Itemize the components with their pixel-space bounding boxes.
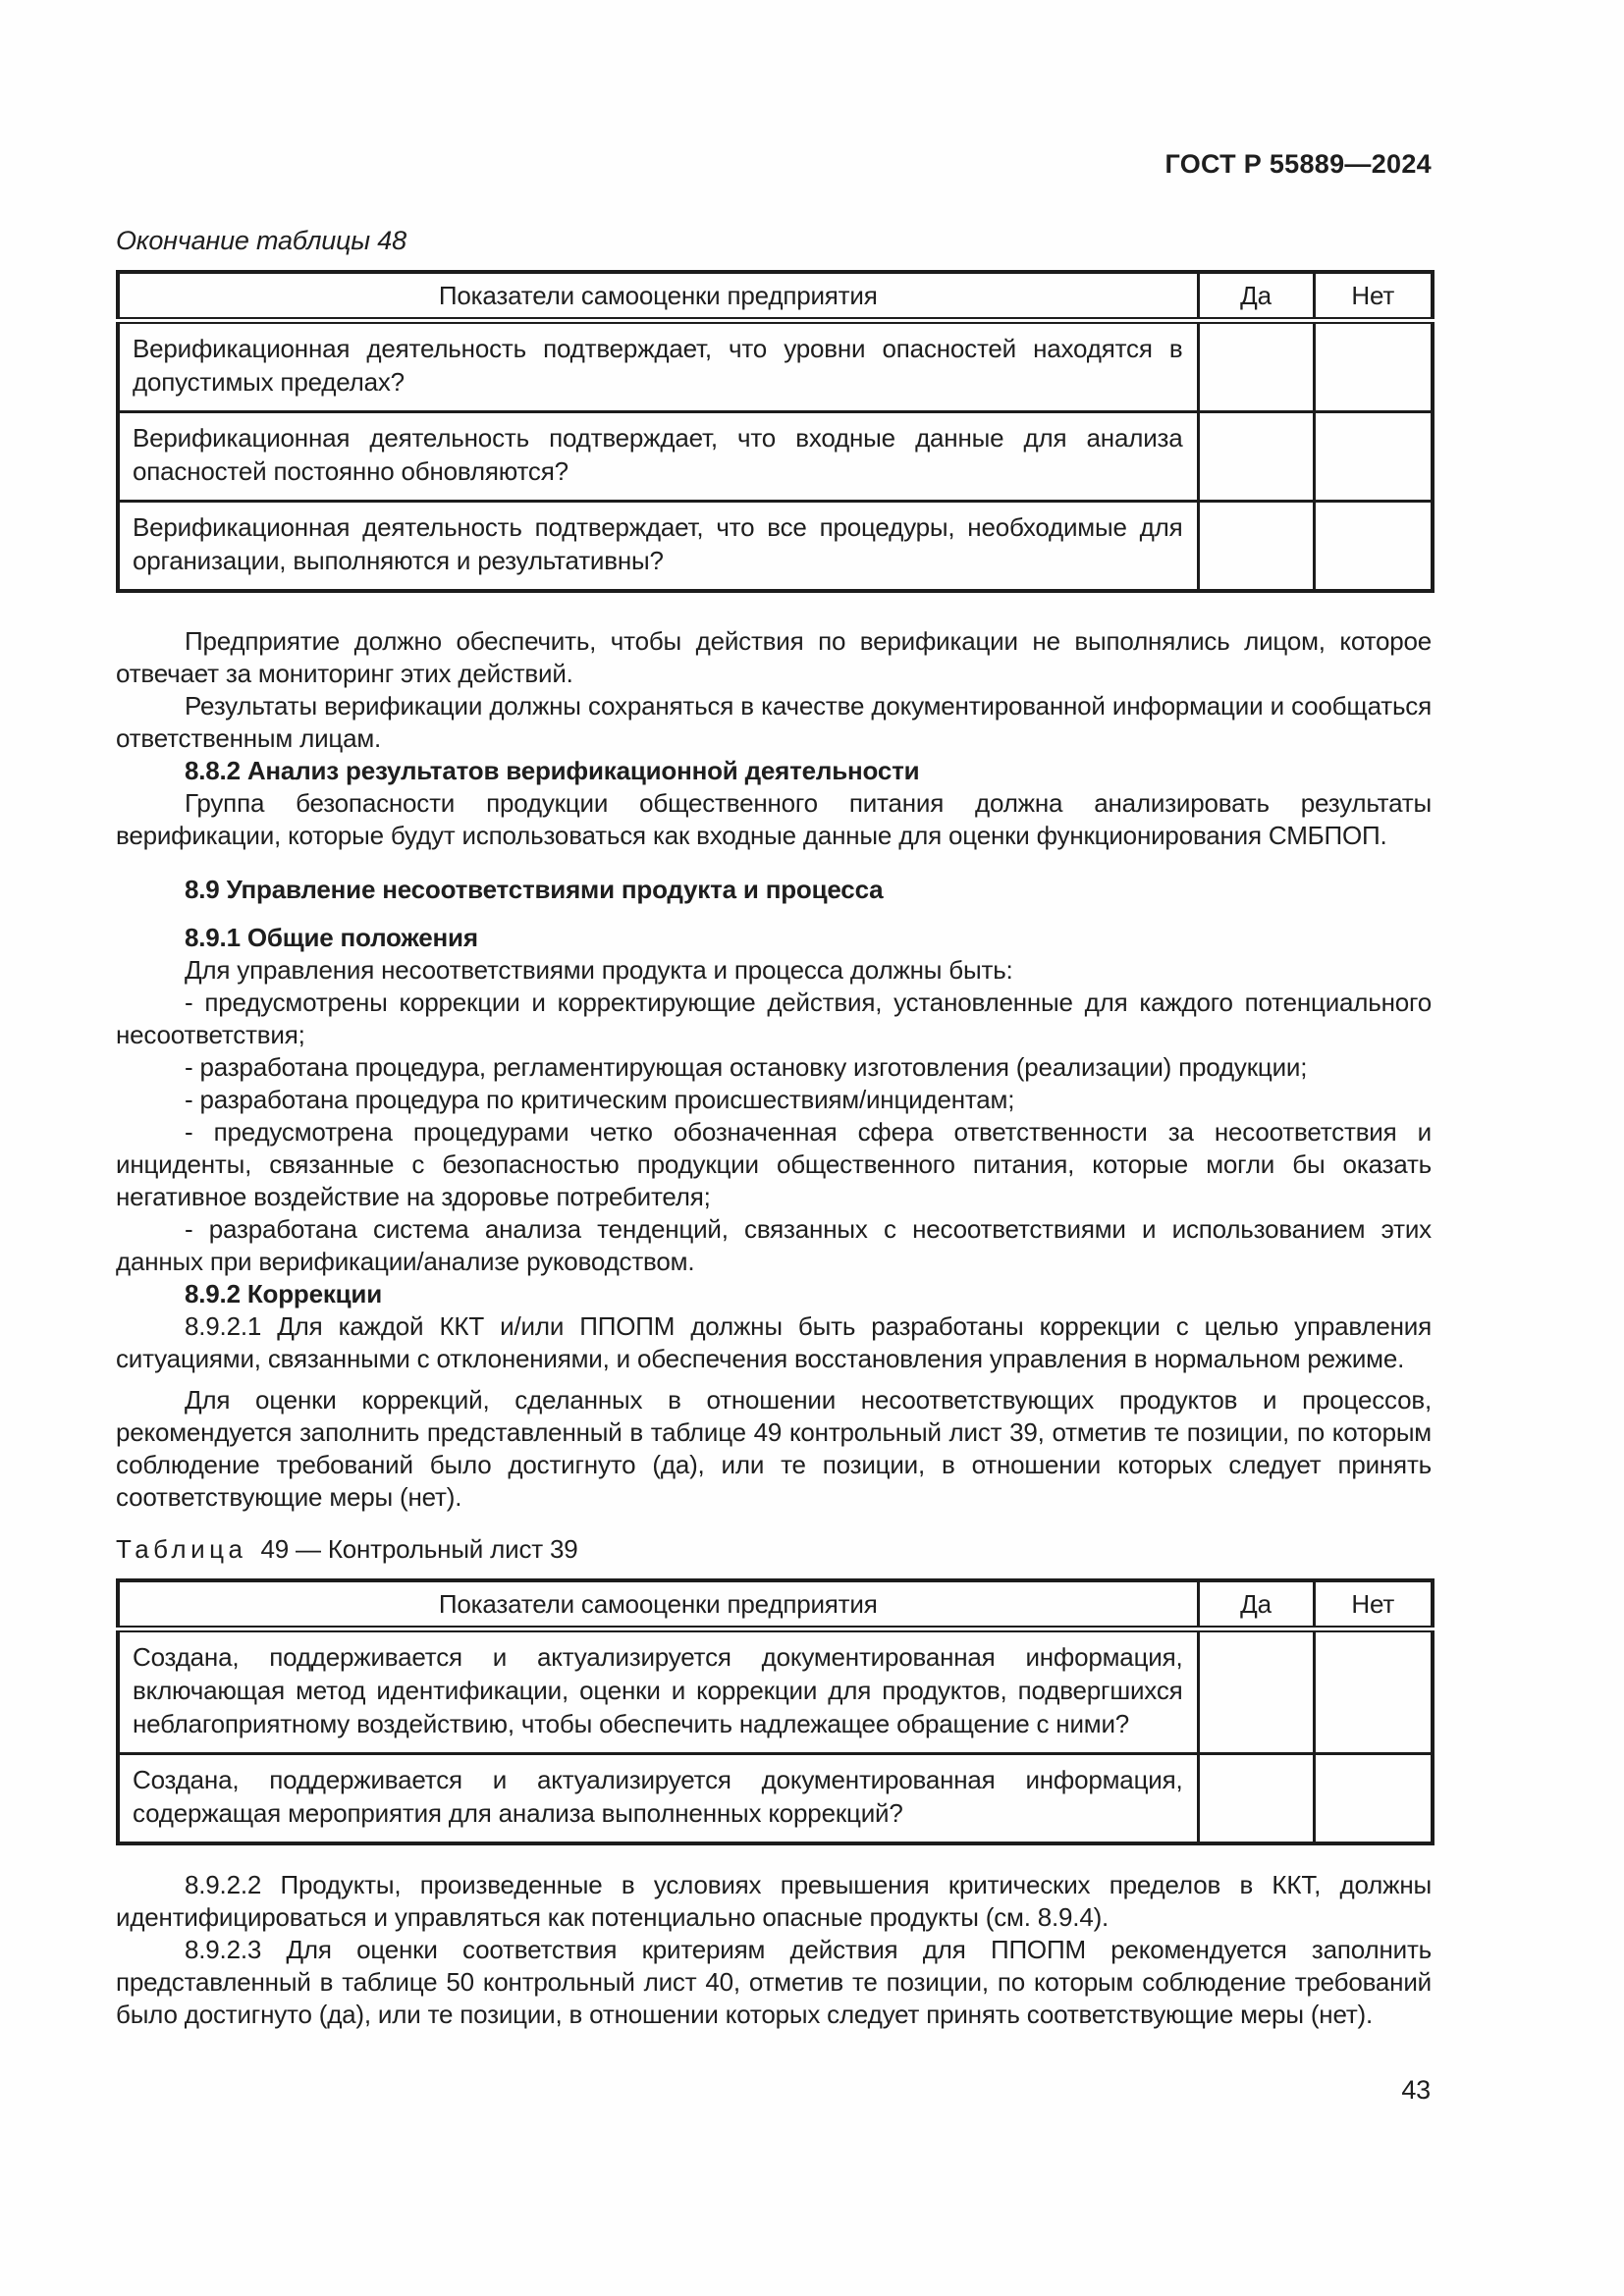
paragraph-verification-results: Результаты верификации должны сохраняться в качестве документированной информации и сообщаться ответственным лицам. <box>116 691 1432 753</box>
question-cell: Верификационная деятельность подтверждает, что уровни опасностей находятся в допустимых пределах? <box>118 321 1198 412</box>
heading-8-9-1: 8.9.1 Общие положения <box>185 923 478 952</box>
paragraph-corrections-checklist: Для оценки коррекций, сделанных в отношении несоответствующих продуктов и процессов, рекомендуется заполнить представленный в таблице 49 контрольный лист 39, отметив те позиции, по которым соблюдение требований было достигнуто (да), или те позиции, в отношении которых следует принять соответствующие меры (нет). <box>116 1385 1432 1512</box>
paragraph-verification-monitoring: Предприятие должно обеспечить, чтобы действия по верификации не выполнялись лицом, которое отвечает за мониторинг этих действий. <box>116 626 1432 688</box>
yes-answer-cell <box>1198 412 1314 502</box>
column-header-no: Нет <box>1314 272 1433 321</box>
list-item: - разработана система анализа тенденций, связанных с несоответствиями и использованием этих данных при верификации/анализе руководством. <box>116 1214 1432 1276</box>
column-header-no: Нет <box>1314 1580 1433 1629</box>
page-number: 43 <box>1401 2075 1431 2105</box>
table-49-header-row <box>118 1580 1433 1629</box>
table-row <box>118 321 1433 412</box>
table-caption-word: Таблица <box>116 1534 247 1564</box>
heading-8-9: 8.9 Управление несоответствиями продукта и процесса <box>185 875 884 904</box>
question-cell: Создана, поддерживается и актуализируется документированная информация, содержащая мероприятия для анализа выполненных коррекций? <box>118 1754 1198 1844</box>
question-cell: Верификационная деятельность подтверждает, что все процедуры, необходимые для организации, выполняются и результативны? <box>118 502 1198 592</box>
table-49-caption <box>116 1533 1432 1566</box>
list-item: - разработана процедура по критическим происшествиям/инцидентам; <box>185 1085 1015 1114</box>
list-item: - предусмотрена процедурами четко обозначенная сфера ответственности за несоответствия и инциденты, связанные с безопасностью продукции общественного питания, которые могли бы оказать негативное воздействие на здоровье потребителя; <box>116 1117 1432 1211</box>
heading-8-9-2: 8.9.2 Коррекции <box>185 1279 382 1308</box>
page-content <box>116 0 1432 2107</box>
table-48-header-row <box>118 272 1433 321</box>
column-header-criteria: Показатели самооценки предприятия <box>118 272 1198 321</box>
column-header-criteria: Показатели самооценки предприятия <box>118 1580 1198 1629</box>
paragraph-nonconformity-intro: Для управления несоответствиями продукта и процесса должны быть: <box>185 955 1013 985</box>
paragraph-safety-group: Группа безопасности продукции общественного питания должна анализировать результаты верификации, которые будут использоваться как входные данные для оценки функционирования СМБПОП. <box>116 788 1432 850</box>
column-header-yes: Да <box>1198 272 1314 321</box>
yes-answer-cell <box>1198 321 1314 412</box>
question-cell: Верификационная деятельность подтверждает, что входные данные для анализа опасностей постоянно обновляются? <box>118 412 1198 502</box>
paragraph-8-9-2-3: 8.9.2.3 Для оценки соответствия критериям действия для ППОПМ рекомендуется заполнить представленный в таблице 50 контрольный лист 40, отметив те позиции, по которым соблюдение требований было достигнуто (да), или те позиции, в отношении которых следует принять соответствующие меры (нет). <box>116 1935 1432 2029</box>
no-answer-cell <box>1314 502 1433 592</box>
yes-answer-cell <box>1198 502 1314 592</box>
table-caption-title: 49 — Контрольный лист 39 <box>260 1534 578 1564</box>
no-answer-cell <box>1314 412 1433 502</box>
table-48-continuation-caption: Окончание таблицы 48 <box>116 226 406 255</box>
heading-8-8-2: 8.8.2 Анализ результатов верификационной деятельности <box>185 756 920 785</box>
column-header-yes: Да <box>1198 1580 1314 1629</box>
table-row <box>118 1629 1433 1754</box>
list-item: - разработана процедура, регламентирующая остановку изготовления (реализации) продукции; <box>185 1052 1308 1082</box>
paragraph-8-9-2-1: 8.9.2.1 Для каждой ККТ и/или ППОПМ должны быть разработаны коррекции с целью управления ситуациями, связанными с отклонениями, и обеспечения восстановления управления в нормальном режиме. <box>116 1311 1432 1373</box>
table-row <box>118 502 1433 592</box>
no-answer-cell <box>1314 321 1433 412</box>
doc-number-header: ГОСТ Р 55889—2024 <box>1164 149 1432 179</box>
checklist-table-49 <box>116 1578 1435 1845</box>
table-row <box>118 412 1433 502</box>
yes-answer-cell <box>1198 1629 1314 1754</box>
table-row <box>118 1754 1433 1844</box>
list-item: - предусмотрены коррекции и корректирующие действия, установленные для каждого потенциального несоответствия; <box>116 988 1432 1049</box>
no-answer-cell <box>1314 1629 1433 1754</box>
question-cell: Создана, поддерживается и актуализируется документированная информация, включающая метод идентификации, оценки и коррекции для продуктов, подвергшихся неблагоприятному воздействию, чтобы обеспечить надлежащее обращение с ними? <box>118 1629 1198 1754</box>
checklist-table-48 <box>116 270 1435 593</box>
no-answer-cell <box>1314 1754 1433 1844</box>
yes-answer-cell <box>1198 1754 1314 1844</box>
paragraph-8-9-2-2: 8.9.2.2 Продукты, произведенные в условиях превышения критических пределов в ККТ, должны идентифицироваться и управляться как потенциально опасные продукты (см. 8.9.4). <box>116 1870 1432 1932</box>
